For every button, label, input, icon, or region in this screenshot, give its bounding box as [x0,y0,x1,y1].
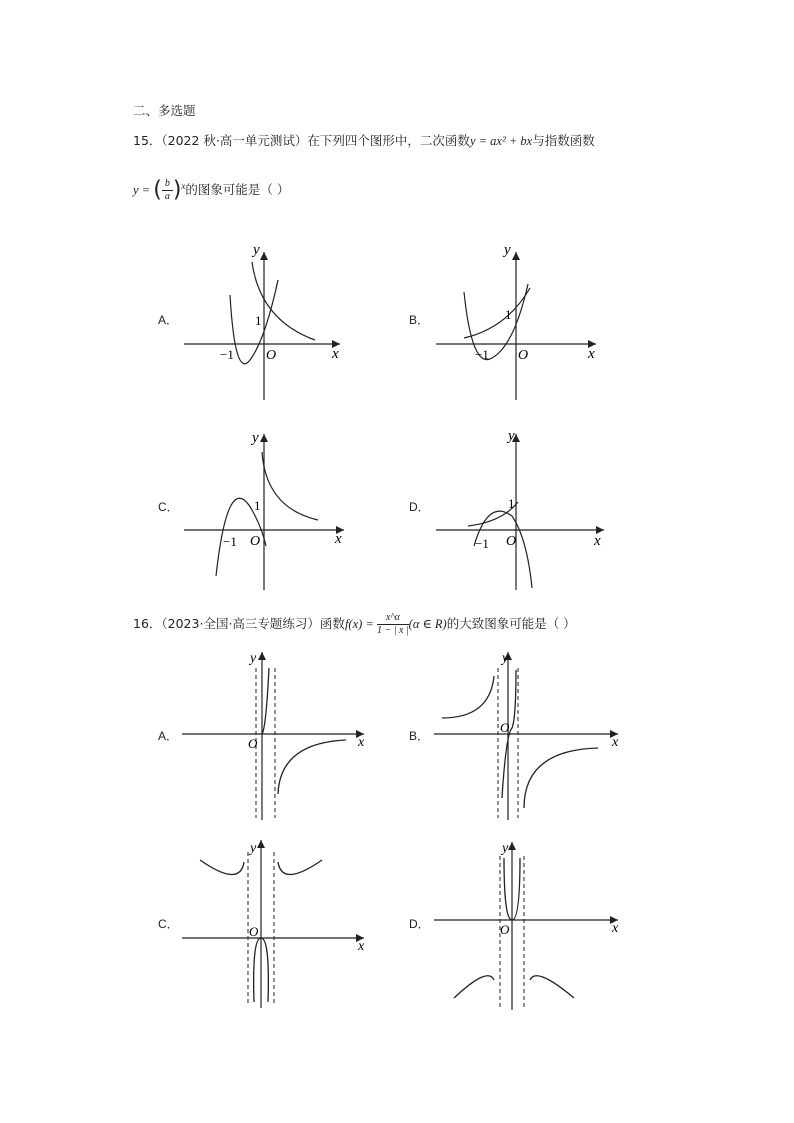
frac-numerator: x^α [377,612,409,625]
func-lhs: f(x) = [344,617,377,631]
one-label: 1 [255,313,262,328]
y-label: y [250,651,257,666]
origin-label: O [248,736,258,751]
y-axis-arrow [508,842,516,850]
exponential-curve [262,452,318,520]
y-axis-arrow [260,252,268,260]
y-axis-arrow [258,652,266,660]
origin-label: O [500,720,510,735]
q15-option-a[interactable]: A． [158,313,179,327]
q16-option-d[interactable]: D． [409,917,430,931]
question-15-line1 [133,133,595,149]
question-source: （2022 秋·高一单元测试） [161,133,308,148]
exponential-curve [252,262,315,340]
origin-label: O [506,534,517,549]
y-axis-arrow [257,840,265,848]
x-label: x [358,735,365,750]
q15-graph-c [180,428,360,593]
x-label: x [332,346,339,362]
q16-graph-c [180,838,370,1013]
y-label: y [508,428,515,444]
origin-label: O [266,348,277,363]
curve-upper-right [278,860,322,875]
q15-graph-a [180,240,360,405]
q15-graph-d [432,428,612,593]
neg-one-label: −1 [475,536,489,551]
x-label: x [335,531,342,547]
question-text-2: 的大致图象可能是（ ） [446,616,576,631]
alpha-condition: (α ∈ R) [408,617,447,631]
neg-one-label: −1 [223,534,237,549]
q16-option-b[interactable]: B． [409,729,430,743]
q15-graph-b [432,240,612,405]
question-text: 在下列四个图形中，二次函数 [307,133,470,148]
x-label: x [358,939,365,954]
question-text: 函数 [319,616,345,631]
origin-label: O [518,348,529,363]
one-label: 1 [505,307,512,322]
curve-middle [262,668,269,734]
exponent: x [181,181,186,191]
q16-graph-a [180,648,370,823]
q15-option-b[interactable]: B． [409,313,430,327]
frac-denominator: 1 − | x | [376,625,409,636]
section-title: 二、多选题 [133,103,196,118]
x-label: x [594,533,601,549]
y-label: y [253,242,260,258]
one-label: 1 [254,498,261,513]
x-label: x [612,921,619,936]
y-axis-arrow [512,252,520,260]
q15-option-d[interactable]: D． [409,500,430,514]
x-label: x [588,346,595,362]
y-label: y [502,651,509,666]
func-fraction [377,612,409,637]
y-label: y [250,841,257,856]
neg-one-label: −1 [475,347,489,362]
question-text-3: 的图象可能是（ ） [185,182,290,198]
question-text-2: 与指数函数 [532,133,595,148]
one-label: 1 [508,496,515,511]
curve-left [442,676,494,718]
curve-right [278,740,346,794]
frac-numerator: b [162,178,173,191]
question-number: 16． [133,616,162,631]
curve-right [524,748,598,808]
y-label: y [252,430,259,446]
question-source: （2023·全国·高三专题练习） [161,616,320,631]
x-label: x [612,735,619,750]
q16-option-a[interactable]: A． [158,729,179,743]
q16-option-c[interactable]: C． [158,917,179,931]
question-16-line [133,612,576,637]
exp-base-fraction [162,178,173,203]
question-number: 15． [133,133,162,148]
exp-lhs: y = [133,183,154,198]
curve-lower-left [454,976,494,998]
frac-denominator: a [164,191,170,203]
y-label: y [502,841,509,856]
quadratic-function: y = ax² + bx [469,134,533,148]
curve-lower-right [530,976,574,998]
q16-graph-d [432,838,622,1013]
origin-label: O [500,922,510,937]
origin-label: O [250,534,261,549]
curve-upper-left [200,860,244,875]
y-label: y [504,242,511,258]
neg-one-label: −1 [220,347,234,362]
question-15-line2: y = ( $\frac{b}{a}$ )$^x$的图象可能是（ ） [133,177,290,203]
y-axis-arrow [260,434,268,442]
origin-label: O [249,924,259,939]
q15-option-c[interactable]: C． [158,500,179,514]
q16-graph-b [432,648,622,823]
